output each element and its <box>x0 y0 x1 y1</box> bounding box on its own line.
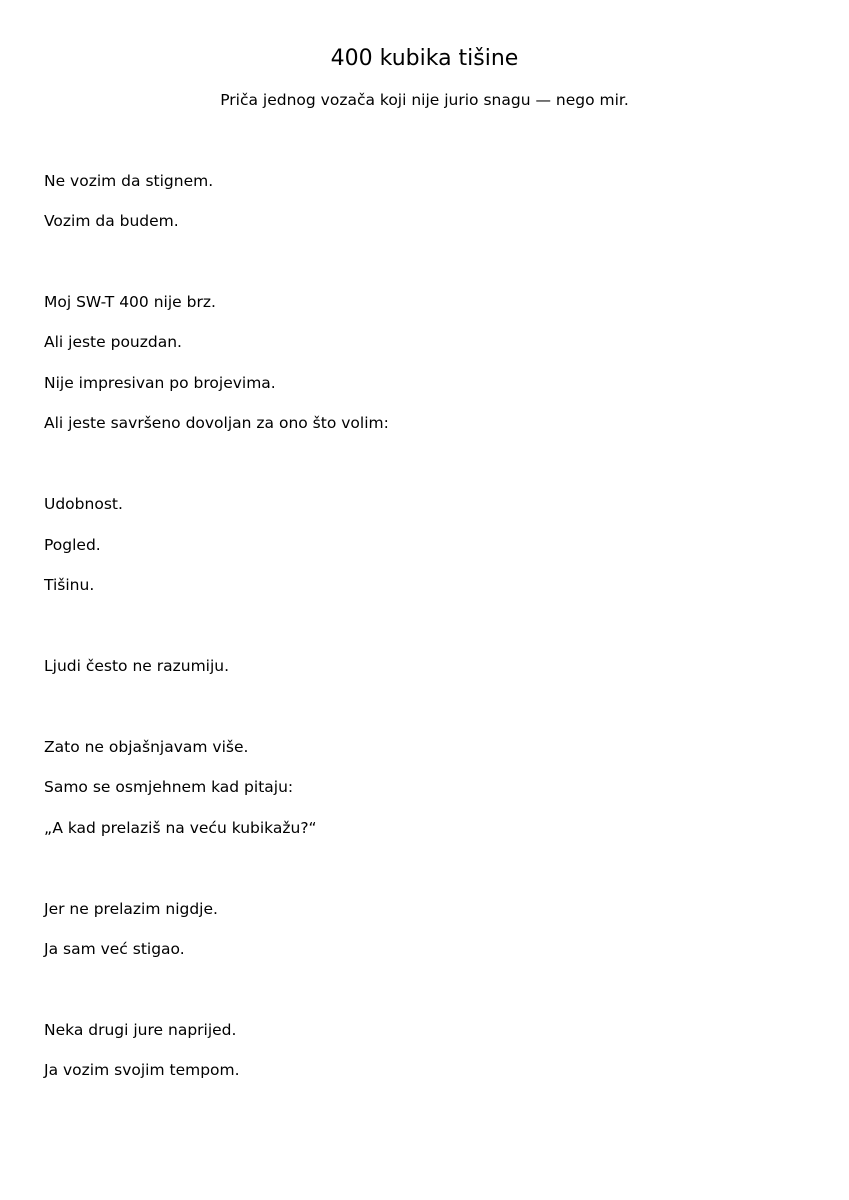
text-line: Ali jeste savršeno dovoljan za ono što volim: <box>44 414 389 432</box>
text-line: Moj SW-T 400 nije brz. <box>44 293 216 311</box>
text-line: Ja sam već stigao. <box>44 940 185 958</box>
text-line: „A kad prelaziš na veću kubikažu?“ <box>44 819 317 837</box>
text-line: Ali jeste pouzdan. <box>44 333 182 351</box>
text-line: Udobnost. <box>44 495 123 513</box>
text-line: Vozim da budem. <box>44 212 179 230</box>
text-line: Ne vozim da stignem. <box>44 172 214 190</box>
document-subtitle: Priča jednog vozača koji nije jurio snagu — nego mir. <box>220 91 629 109</box>
text-line: Tišinu. <box>44 576 95 594</box>
text-line: Neka drugi jure naprijed. <box>44 1021 237 1039</box>
text-line: Pogled. <box>44 536 101 554</box>
text-line: Ljudi često ne razumiju. <box>44 657 230 675</box>
text-line: Samo se osmjehnem kad pitaju: <box>44 778 294 796</box>
text-line: Nije impresivan po brojevima. <box>44 374 276 392</box>
document-title: 400 kubika tišine <box>330 46 519 71</box>
text-line: Zato ne objašnjavam više. <box>44 738 249 756</box>
text-line: Jer ne prelazim nigdje. <box>44 900 218 918</box>
text-line: Ja vozim svojim tempom. <box>44 1061 240 1079</box>
